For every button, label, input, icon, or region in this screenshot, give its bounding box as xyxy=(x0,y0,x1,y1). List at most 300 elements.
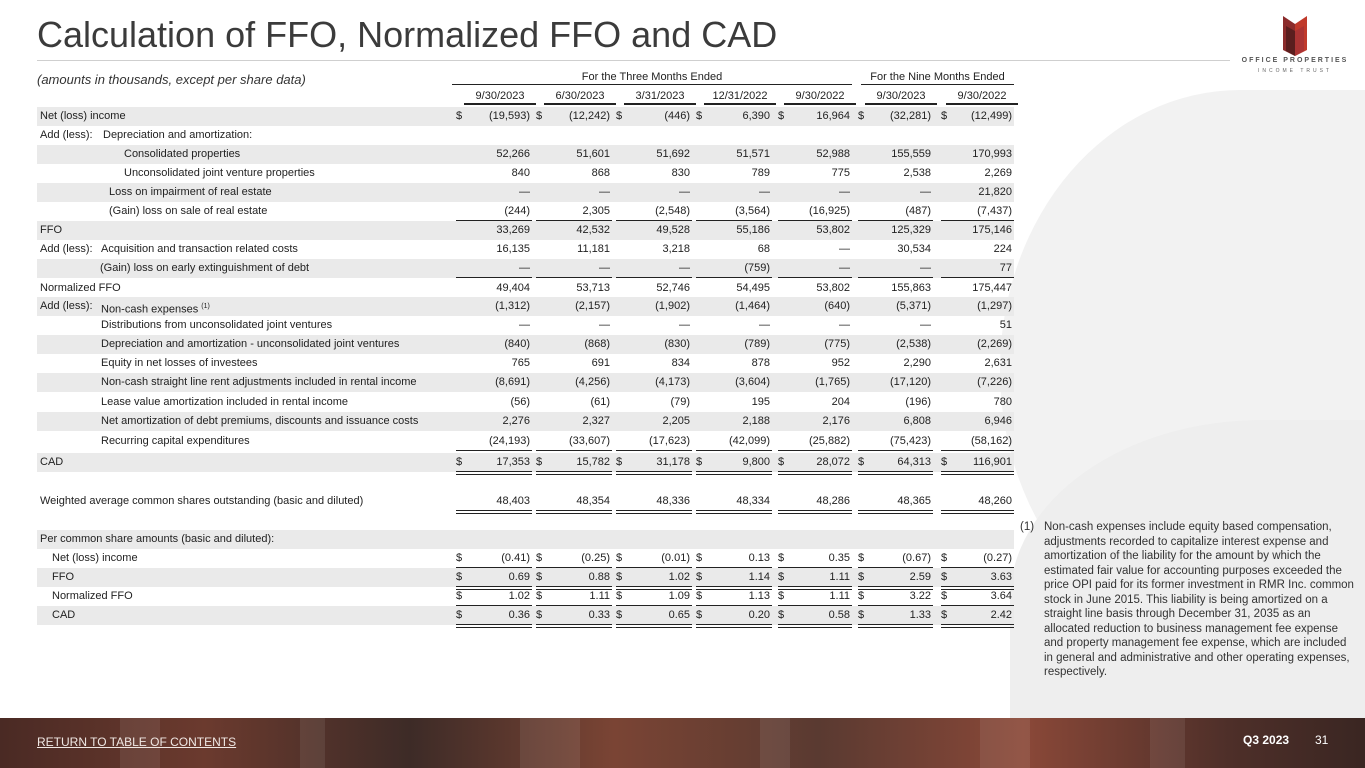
table-cell: 48,286 xyxy=(816,495,850,507)
table-cell: — xyxy=(759,319,770,331)
table-cell: 6,808 xyxy=(903,415,931,427)
table-cell: 2.42 xyxy=(990,609,1012,621)
table-cell: (25,882) xyxy=(809,435,850,447)
table-cell: (446) xyxy=(664,110,690,122)
row-label xyxy=(124,145,240,164)
table-cell: 830 xyxy=(671,167,690,179)
row-label-text: Consolidated properties xyxy=(124,148,241,160)
row-label-text: Net (loss) income xyxy=(52,552,138,564)
table-cell: 64,313 xyxy=(897,456,931,468)
table-cell: 1.11 xyxy=(829,590,850,602)
currency-symbol: $ xyxy=(696,552,703,564)
table-cell: (56) xyxy=(510,396,530,408)
table-cell: 175,447 xyxy=(972,282,1012,294)
table-cell: (775) xyxy=(824,338,850,350)
total-rule xyxy=(616,513,692,514)
table-row xyxy=(37,432,1014,451)
currency-symbol: $ xyxy=(858,590,865,602)
table-cell: (196) xyxy=(905,396,931,408)
total-rule xyxy=(536,624,612,625)
table-cell: 51,571 xyxy=(736,148,770,160)
table-cell: — xyxy=(679,186,690,198)
row-label-text: Recurring capital expenditures xyxy=(101,435,250,447)
row-label-text: CAD xyxy=(52,609,76,621)
row-label xyxy=(52,606,75,625)
row-label-text: Net (loss) income xyxy=(40,110,126,122)
return-to-toc-link[interactable]: RETURN TO TABLE OF CONTENTS xyxy=(37,735,237,749)
total-rule xyxy=(536,627,612,628)
total-rule xyxy=(536,510,612,511)
row-label xyxy=(124,164,315,183)
table-cell: (12,499) xyxy=(971,110,1012,122)
table-cell: 77 xyxy=(999,262,1012,274)
row-label xyxy=(101,240,298,259)
table-row xyxy=(37,164,1014,183)
table-row xyxy=(37,453,1014,472)
row-label-text: Per common share amounts (basic and diluted): xyxy=(40,533,275,545)
table-cell: 2,538 xyxy=(903,167,931,179)
total-rule xyxy=(536,471,612,472)
table-cell: (789) xyxy=(744,338,770,350)
table-cell: (487) xyxy=(905,205,931,217)
total-rule xyxy=(858,627,933,628)
row-label xyxy=(52,568,74,587)
total-rule xyxy=(778,277,852,278)
table-cell: 0.36 xyxy=(508,609,530,621)
table-cell: 51 xyxy=(999,319,1012,331)
table-cell: 53,713 xyxy=(576,282,610,294)
currency-symbol: $ xyxy=(858,456,865,468)
table-row xyxy=(37,492,1014,511)
table-cell: (840) xyxy=(504,338,530,350)
total-rule xyxy=(778,627,852,628)
row-label-text: Unconsolidated joint venture properties xyxy=(124,167,315,179)
currency-symbol: $ xyxy=(696,110,703,122)
table-cell: 30,534 xyxy=(897,243,931,255)
currency-symbol: $ xyxy=(778,590,785,602)
table-cell: — xyxy=(839,186,850,198)
total-rule xyxy=(696,471,772,472)
table-cell: 1.33 xyxy=(909,609,931,621)
row-prefix: Add (less): xyxy=(40,243,93,255)
table-cell: 2,290 xyxy=(903,357,931,369)
total-rule xyxy=(858,471,933,472)
table-cell: 33,269 xyxy=(496,224,530,236)
table-cell: 2,205 xyxy=(662,415,690,427)
currency-symbol: $ xyxy=(536,456,543,468)
table-cell: — xyxy=(839,319,850,331)
table-cell: (3,604) xyxy=(735,376,770,388)
row-label xyxy=(101,373,417,392)
row-label xyxy=(109,202,267,221)
currency-symbol: $ xyxy=(941,609,948,621)
table-cell: 878 xyxy=(751,357,770,369)
currency-symbol: $ xyxy=(778,456,785,468)
currency-symbol: $ xyxy=(858,571,865,583)
table-cell: 48,260 xyxy=(978,495,1012,507)
table-cell: 691 xyxy=(591,357,610,369)
currency-symbol: $ xyxy=(536,552,543,564)
total-rule xyxy=(456,627,532,628)
total-rule xyxy=(778,510,852,511)
table-cell: (868) xyxy=(584,338,610,350)
table-cell: 48,403 xyxy=(496,495,530,507)
column-header: 9/30/2022 xyxy=(784,90,856,105)
table-row xyxy=(37,354,1014,373)
table-cell: — xyxy=(679,262,690,274)
table-cell: 1.02 xyxy=(668,571,690,583)
table-cell: 2.59 xyxy=(909,571,931,583)
table-cell: (2,538) xyxy=(896,338,931,350)
table-cell: (75,423) xyxy=(890,435,931,447)
table-cell: 780 xyxy=(993,396,1012,408)
table-cell: (32,281) xyxy=(890,110,931,122)
table-cell: 0.58 xyxy=(828,609,850,621)
table-cell: 11,181 xyxy=(577,243,610,255)
page-number: 31 xyxy=(1315,733,1329,747)
footnote-ref: (1) xyxy=(201,303,210,310)
table-cell: 53,802 xyxy=(816,282,850,294)
row-label xyxy=(52,587,133,606)
logo-subtext: INCOME TRUST xyxy=(1258,68,1332,74)
table-cell: 9,800 xyxy=(742,456,770,468)
table-cell: 2,269 xyxy=(984,167,1012,179)
currency-symbol: $ xyxy=(456,609,463,621)
currency-symbol: $ xyxy=(941,110,948,122)
column-header: 9/30/2022 xyxy=(946,90,1018,105)
table-cell: — xyxy=(920,186,931,198)
table-cell: 0.13 xyxy=(748,552,770,564)
table-cell: 1.02 xyxy=(508,590,530,602)
table-cell: 6,946 xyxy=(984,415,1012,427)
total-rule xyxy=(616,627,692,628)
row-label xyxy=(101,354,258,373)
row-label xyxy=(40,279,121,298)
total-rule xyxy=(616,624,692,625)
table-cell: — xyxy=(599,262,610,274)
currency-symbol: $ xyxy=(696,590,703,602)
row-label-text: Non-cash straight line rent adjustments included in rental income xyxy=(101,376,417,388)
group-header-nine-months: For the Nine Months Ended xyxy=(861,71,1014,85)
table-cell: (42,099) xyxy=(729,435,770,447)
table-row xyxy=(37,297,1014,316)
row-label-text: Depreciation and amortization - unconsolidated joint ventures xyxy=(101,338,400,350)
table-cell: 3,218 xyxy=(662,243,690,255)
table-cell: 52,266 xyxy=(496,148,530,160)
currency-symbol: $ xyxy=(696,609,703,621)
total-rule xyxy=(696,510,772,511)
table-row xyxy=(37,393,1014,412)
total-rule xyxy=(858,513,933,514)
table-cell: 68 xyxy=(757,243,770,255)
total-rule xyxy=(941,474,1014,475)
table-cell: (58,162) xyxy=(971,435,1012,447)
currency-symbol: $ xyxy=(536,110,543,122)
currency-symbol: $ xyxy=(456,571,463,583)
row-prefix: Add (less): xyxy=(40,300,93,312)
table-cell: 3.22 xyxy=(909,590,931,602)
table-cell: 49,404 xyxy=(496,282,530,294)
column-header: 9/30/2023 xyxy=(464,90,536,105)
total-rule xyxy=(941,510,1014,511)
total-rule xyxy=(941,450,1014,451)
table-cell: 175,146 xyxy=(972,224,1012,236)
row-label-text: Normalized FFO xyxy=(40,282,121,294)
table-cell: (1,297) xyxy=(977,300,1012,312)
table-cell: 2,176 xyxy=(822,415,850,427)
row-label-text: FFO xyxy=(52,571,74,583)
table-cell: 55,186 xyxy=(736,224,770,236)
table-row xyxy=(37,568,1014,587)
footnote-text: Non-cash expenses include equity based compensation, adjustments recorded to capitalize interest expense and amortization of the liability for the amount by which the estimated fair value for accounting purposes exceeded the price OPI paid for its former investment in RMR Inc. common stock in June 2015. This liability is being amortized on a straight line basis through December 31, 2035 as an allocated reduction to business management fee expense and property management fee expense, which are included in general and administrative and other operating expenses, respectively. xyxy=(1044,521,1354,678)
total-rule xyxy=(696,624,772,625)
row-label-text: Normalized FFO xyxy=(52,590,133,602)
row-label-text: Distributions from unconsolidated joint ventures xyxy=(101,319,333,331)
row-label xyxy=(101,412,418,431)
table-cell: (2,269) xyxy=(977,338,1012,350)
total-rule xyxy=(858,277,933,278)
table-row xyxy=(37,606,1014,625)
total-rule xyxy=(536,277,612,278)
table-cell: 0.20 xyxy=(748,609,770,621)
table-cell: 54,495 xyxy=(736,282,770,294)
total-rule xyxy=(536,450,612,451)
table-cell: 834 xyxy=(671,357,690,369)
table-cell: 170,993 xyxy=(972,148,1012,160)
row-label-text: Acquisition and transaction related costs xyxy=(101,243,298,255)
table-cell: 48,365 xyxy=(897,495,931,507)
table-cell: — xyxy=(519,262,530,274)
table-cell: 49,528 xyxy=(656,224,690,236)
table-row xyxy=(37,373,1014,392)
table-cell: 0.69 xyxy=(508,571,530,583)
table-cell: 48,354 xyxy=(576,495,610,507)
quarter-label: Q3 2023 xyxy=(1243,733,1290,747)
total-rule xyxy=(456,510,532,511)
table-row xyxy=(37,126,1014,145)
total-rule xyxy=(616,277,692,278)
table-row xyxy=(37,279,1014,298)
table-row xyxy=(37,259,1014,278)
footnote xyxy=(1020,520,1355,680)
row-label xyxy=(40,107,126,126)
row-label xyxy=(40,530,274,549)
table-cell: — xyxy=(519,186,530,198)
table-cell: (0.01) xyxy=(661,552,690,564)
table-cell: 868 xyxy=(591,167,610,179)
group-header-three-months: For the Three Months Ended xyxy=(452,71,852,85)
page-title: Calculation of FFO, Normalized FFO and CAD xyxy=(37,14,778,55)
column-header: 3/31/2023 xyxy=(624,90,696,105)
table-cell: 52,746 xyxy=(656,282,690,294)
table-cell: — xyxy=(839,262,850,274)
row-prefix: Add (less): xyxy=(40,129,93,141)
table-cell: 0.33 xyxy=(588,609,610,621)
currency-symbol: $ xyxy=(778,571,785,583)
total-rule xyxy=(696,513,772,514)
table-cell: (2,548) xyxy=(655,205,690,217)
table-cell: 1.13 xyxy=(748,590,770,602)
table-cell: 53,802 xyxy=(816,224,850,236)
table-cell: (2,157) xyxy=(575,300,610,312)
table-cell: 51,601 xyxy=(576,148,610,160)
table-cell: (830) xyxy=(664,338,690,350)
row-label-text: CAD xyxy=(40,456,64,468)
currency-symbol: $ xyxy=(536,609,543,621)
table-cell: 3.64 xyxy=(990,590,1012,602)
currency-symbol: $ xyxy=(696,456,703,468)
table-cell: 789 xyxy=(751,167,770,179)
table-cell: (759) xyxy=(744,262,770,274)
table-cell: (640) xyxy=(824,300,850,312)
table-cell: (0.27) xyxy=(983,552,1012,564)
total-rule xyxy=(456,513,532,514)
currency-symbol: $ xyxy=(456,552,463,564)
table-cell: (244) xyxy=(504,205,530,217)
table-row xyxy=(37,107,1014,126)
table-cell: (16,925) xyxy=(809,205,850,217)
total-rule xyxy=(778,513,852,514)
currency-symbol: $ xyxy=(941,552,948,564)
table-cell: 224 xyxy=(993,243,1012,255)
currency-symbol: $ xyxy=(858,552,865,564)
table-cell: 155,863 xyxy=(891,282,931,294)
currency-symbol: $ xyxy=(941,590,948,602)
row-label xyxy=(103,126,252,145)
total-rule xyxy=(456,277,532,278)
table-cell: 21,820 xyxy=(978,186,1012,198)
table-cell: — xyxy=(920,262,931,274)
table-cell: 1.14 xyxy=(748,571,770,583)
table-cell: (1,464) xyxy=(735,300,770,312)
table-cell: — xyxy=(519,319,530,331)
table-cell: — xyxy=(599,319,610,331)
currency-symbol: $ xyxy=(536,571,543,583)
total-rule xyxy=(941,627,1014,628)
total-rule xyxy=(456,624,532,625)
table-cell: (19,593) xyxy=(489,110,530,122)
row-label xyxy=(40,453,63,472)
currency-symbol: $ xyxy=(778,609,785,621)
total-rule xyxy=(941,513,1014,514)
table-cell: 15,782 xyxy=(576,456,610,468)
table-cell: 0.35 xyxy=(828,552,850,564)
row-label xyxy=(101,432,250,451)
table-cell: (4,256) xyxy=(575,376,610,388)
table-cell: 6,390 xyxy=(742,110,770,122)
total-rule xyxy=(778,450,852,451)
currency-symbol: $ xyxy=(456,590,463,602)
total-rule xyxy=(616,474,692,475)
total-rule xyxy=(616,510,692,511)
table-cell: 2,188 xyxy=(742,415,770,427)
table-cell: 1.09 xyxy=(668,590,690,602)
row-label xyxy=(100,259,309,278)
table-cell: — xyxy=(679,319,690,331)
table-cell: 0.65 xyxy=(668,609,690,621)
table-row xyxy=(37,183,1014,202)
row-label xyxy=(40,221,62,240)
table-cell: 195 xyxy=(751,396,770,408)
table-row xyxy=(37,530,1014,549)
table-cell: (0.25) xyxy=(581,552,610,564)
total-rule xyxy=(456,471,532,472)
currency-symbol: $ xyxy=(858,110,865,122)
table-cell: (4,173) xyxy=(655,376,690,388)
table-cell: — xyxy=(759,186,770,198)
currency-symbol: $ xyxy=(616,609,623,621)
row-label-text: Loss on impairment of real estate xyxy=(109,186,272,198)
total-rule xyxy=(858,474,933,475)
total-rule xyxy=(696,450,772,451)
table-row xyxy=(37,549,1014,568)
table-cell: 2,631 xyxy=(984,357,1012,369)
row-label-text: Non-cash expenses xyxy=(101,303,199,316)
table-cell: 840 xyxy=(511,167,530,179)
table-cell: — xyxy=(599,186,610,198)
logo-text: OFFICE PROPERTIES xyxy=(1241,57,1349,64)
table-cell: 1.11 xyxy=(589,590,610,602)
total-rule xyxy=(858,624,933,625)
table-cell: 16,964 xyxy=(816,110,850,122)
row-label xyxy=(101,335,399,354)
currency-symbol: $ xyxy=(456,456,463,468)
total-rule xyxy=(696,277,772,278)
table-cell: 42,532 xyxy=(576,224,610,236)
table-row xyxy=(37,412,1014,431)
currency-symbol: $ xyxy=(778,552,785,564)
table-cell: 775 xyxy=(831,167,850,179)
table-cell: 204 xyxy=(831,396,850,408)
row-label-text: Equity in net losses of investees xyxy=(101,357,258,369)
table-cell: (1,902) xyxy=(655,300,690,312)
table-cell: 48,336 xyxy=(656,495,690,507)
column-header: 12/31/2022 xyxy=(704,90,776,105)
table-cell: 125,329 xyxy=(891,224,931,236)
table-cell: 2,327 xyxy=(582,415,610,427)
currency-symbol: $ xyxy=(616,571,623,583)
row-label-text: Weighted average common shares outstanding (basic and diluted) xyxy=(40,495,364,507)
table-cell: 952 xyxy=(831,357,850,369)
row-label-text: (Gain) loss on early extinguishment of debt xyxy=(100,262,310,274)
table-cell: (17,120) xyxy=(890,376,931,388)
table-cell: 17,353 xyxy=(496,456,530,468)
currency-symbol: $ xyxy=(696,571,703,583)
currency-symbol: $ xyxy=(536,590,543,602)
row-label xyxy=(109,183,272,202)
row-label-text: Depreciation and amortization: xyxy=(103,129,253,141)
total-rule xyxy=(941,471,1014,472)
row-label xyxy=(101,393,348,412)
row-label-text: FFO xyxy=(40,224,62,236)
table-cell: (17,623) xyxy=(649,435,690,447)
currency-symbol: $ xyxy=(941,571,948,583)
table-cell: 155,559 xyxy=(891,148,931,160)
total-rule xyxy=(778,471,852,472)
currency-symbol: $ xyxy=(858,609,865,621)
table-cell: 31,178 xyxy=(656,456,690,468)
footnote-number: (1) xyxy=(1020,521,1035,533)
table-row xyxy=(37,240,1014,259)
table-cell: (1,312) xyxy=(495,300,530,312)
total-rule xyxy=(616,471,692,472)
total-rule xyxy=(696,474,772,475)
total-rule xyxy=(941,624,1014,625)
currency-symbol: $ xyxy=(616,456,623,468)
table-cell: (1,765) xyxy=(815,376,850,388)
table-cell: (33,607) xyxy=(569,435,610,447)
table-row xyxy=(37,221,1014,240)
